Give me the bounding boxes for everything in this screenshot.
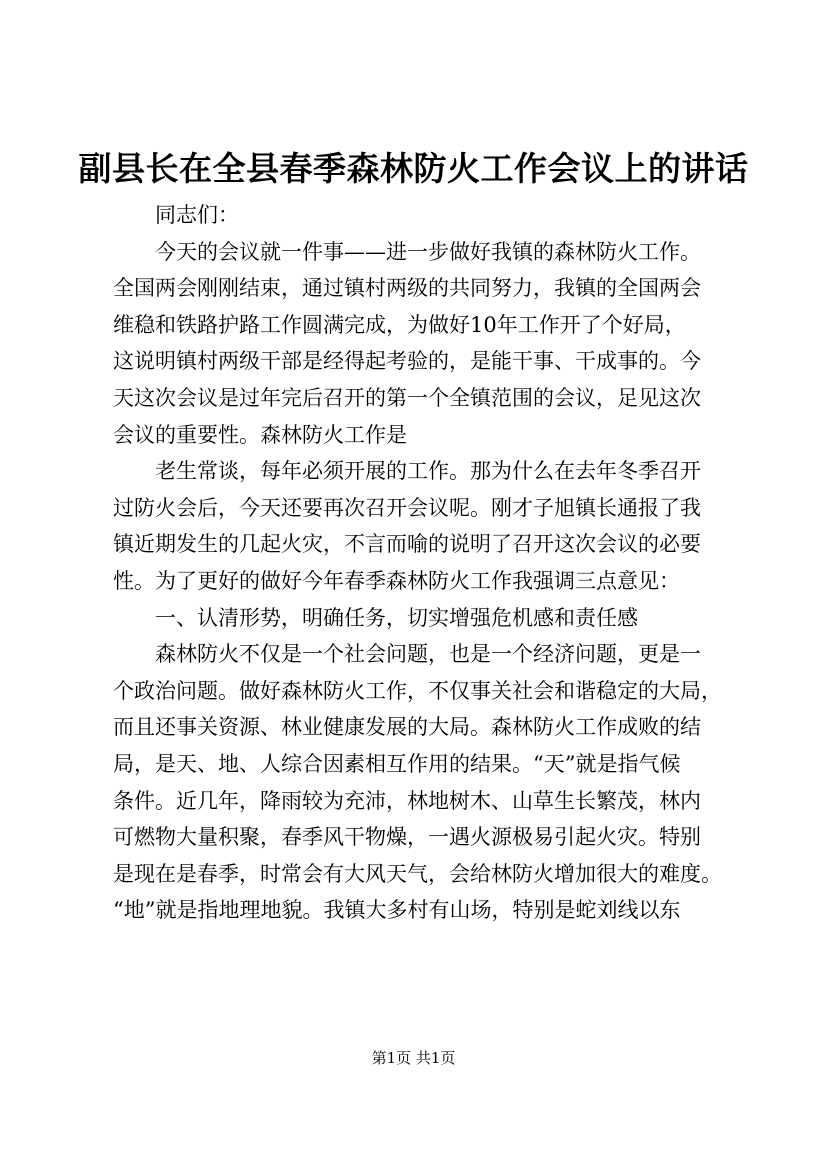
document-title: 副县长在全县春季森林防火工作会议上的讲话 [78, 149, 749, 188]
paragraph-line: 维稳和铁路护路工作圆满完成，为做好10年工作开了个好局， [113, 312, 686, 337]
paragraph-line: 条件。近几年，降雨较为充沛，林地树木、山草生长繁茂，林内 [113, 788, 701, 813]
paragraph-line: 这说明镇村两级干部是经得起考验的，是能干事、干成事的。今 [113, 349, 701, 374]
paragraph-line: 全国两会刚刚结束，通过镇村两级的共同努力，我镇的全国两会 [113, 276, 701, 301]
paragraph-line: 会议的重要性。森林防火工作是 [113, 422, 407, 447]
paragraph-line: 性。为了更好的做好今年春季森林防火工作我强调三点意见： [113, 568, 680, 593]
paragraph-line: 老生常谈，每年必须开展的工作。那为什么在去年冬季召开 [155, 459, 701, 484]
paragraph-line: “地”就是指地理地貌。我镇大多村有山场，特别是蛇刘线以东 [113, 898, 681, 923]
section-heading: 一、认清形势，明确任务，切实增强危机感和责任感 [155, 605, 638, 630]
paragraph-line: 是现在是春季，时常会有大风天气，会给林防火增加很大的难度。 [113, 861, 722, 886]
paragraph-line: 局，是天、地、人综合因素相互作用的结果。“天”就是指气候 [113, 751, 681, 776]
document-body [113, 197, 733, 929]
paragraph-line: 今天的会议就一件事——进一步做好我镇的森林防火工作。 [155, 239, 701, 264]
paragraph-line: 森林防火不仅是一个社会问题，也是一个经济问题，更是一 [155, 642, 701, 667]
paragraph-line: 镇近期发生的几起火灾，不言而喻的说明了召开这次会议的必要 [113, 532, 701, 557]
paragraph-line: 过防火会后，今天还要再次召开会议呢。刚才子旭镇长通报了我 [113, 495, 701, 520]
salutation: 同志们： [155, 203, 239, 227]
paragraph-line: 个政治问题。做好森林防火工作，不仅事关社会和谐稳定的大局， [113, 678, 722, 703]
page-number: 第1页 共1页 [371, 1049, 456, 1067]
paragraph-line: 可燃物大量积聚，春季风干物燥，一遇火源极易引起火灾。特别 [113, 825, 701, 850]
paragraph-line: 天这次会议是过年完后召开的第一个全镇范围的会议，足见这次 [113, 385, 701, 410]
paragraph-line: 而且还事关资源、林业健康发展的大局。森林防火工作成败的结 [113, 715, 701, 740]
